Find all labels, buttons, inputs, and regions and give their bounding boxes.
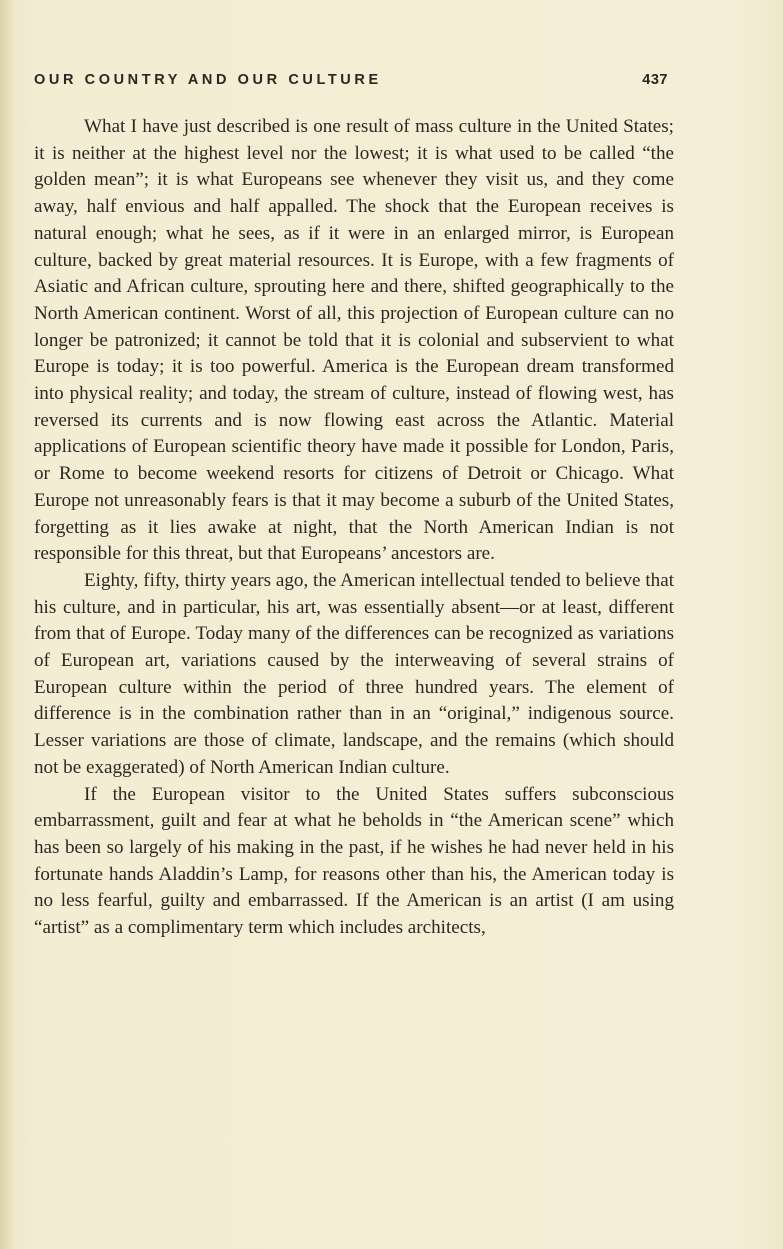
- page-header: [34, 72, 668, 94]
- spine-shadow: [0, 0, 14, 1249]
- body-text: [34, 114, 674, 942]
- page-number: 437: [642, 72, 668, 88]
- running-head: OUR COUNTRY AND OUR CULTURE: [34, 72, 382, 88]
- paragraph-1: What I have just described is one result of mass culture in the United States; it is neither at the highest level nor the lowest; it is what used to be called “the golden mean”; it is what Europeans see whenever they visit us, and they come away, half envious and half appalled. The shock that the European receives is natural enough; what he sees, as if it were in an enlarged mirror, is European culture, backed by great material resources. It is Europe, with a few fragments of Asiatic and African culture, sprouting here and there, shifted geographically to the North American continent. Worst of all, this projection of European culture can no longer be patronized; it cannot be told that it is colonial and subservient to what Europe is today; it is too powerful. America is the European dream transformed into physical reality; and today, the stream of culture, instead of flowing west, has reversed its currents and is now flowing east across the Atlantic. Material applications of European scientific theory have made it possible for London, Paris, or Rome to become weekend resorts for citizens of Detroit or Chicago. What Europe not unreasonably fears is that it may become a suburb of the United States, forgetting as it lies awake at night, that the North American Indian is not responsible for this threat, but that Europeans’ ancestors are.: [34, 116, 674, 565]
- paragraph-2: Eighty, fifty, thirty years ago, the American intellectual tended to believe that his culture, and in particular, his art, was essentially absent—or at least, different from that of Europe. Today many of the differences can be recognized as variations of European art, variations caused by the interweaving of several strains of European culture within the period of three hundred years. The element of difference is in the combination rather than in an “original,” indigenous source. Lesser variations are those of climate, landscape, and the remains (which should not be exaggerated) of North American Indian culture.: [34, 569, 674, 778]
- paragraph-3: If the European visitor to the United States suffers subconscious embarrassment, guilt and fear at what he beholds in “the American scene” which has been so largely of his making in the past, if he wishes he had never held in his fortunate hands Aladdin’s Lamp, for reasons other than his, the American today is no less fearful, guilty and embarrassed. If the American is an artist (I am using “artist” as a complimentary term which includes architects,: [34, 783, 674, 939]
